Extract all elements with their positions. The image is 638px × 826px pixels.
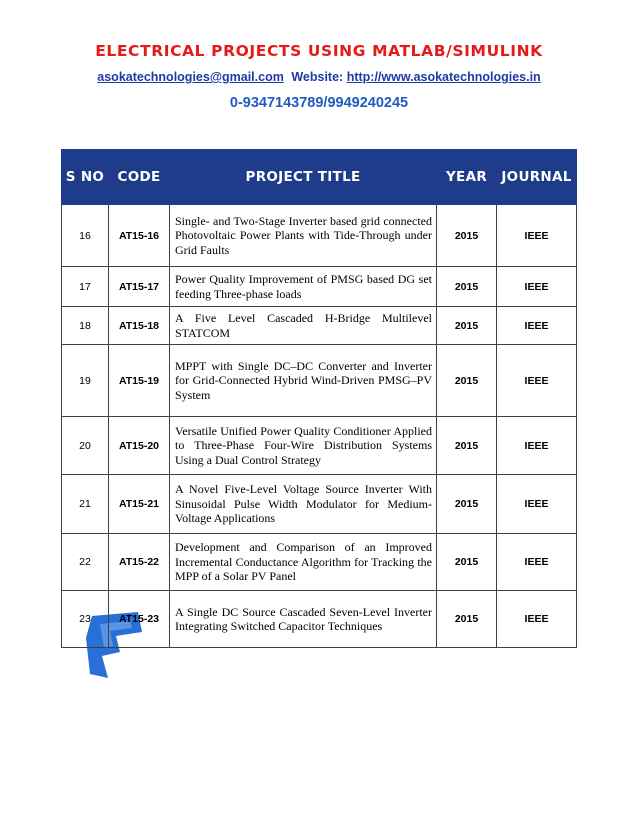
- cell-journal: IEEE: [497, 475, 577, 534]
- col-header-journal: JOURNAL: [497, 150, 577, 205]
- table-row: [62, 205, 577, 267]
- cell-code: AT15-20: [109, 417, 170, 475]
- cell-code: AT15-18: [109, 307, 170, 345]
- cell-sno: 17: [62, 267, 109, 307]
- table-row: [62, 475, 577, 534]
- cell-journal: IEEE: [497, 205, 577, 267]
- phone-number: 0-9347143789/9949240245: [229, 95, 409, 111]
- cell-project-title: Single- and Two-Stage Inverter based grid connected Photovoltaic Power Plants with Tide-Through under Grid Faults: [170, 205, 437, 267]
- cell-project-title: Power Quality Improvement of PMSG based DG set feeding Three-phase loads: [170, 267, 437, 307]
- cell-project-title: Development and Comparison of an Improved Incremental Conductance Algorithm for Tracking the MPP of a Solar PV Panel: [170, 534, 437, 591]
- table-row: [62, 307, 577, 345]
- table-row: [62, 345, 577, 417]
- cell-sno: 23: [62, 591, 109, 648]
- contact-line: [0, 70, 638, 84]
- cell-project-title: A Five Level Cascaded H-Bridge Multilevel STATCOM: [170, 307, 437, 345]
- cell-code: AT15-23: [109, 591, 170, 648]
- cell-year: 2015: [437, 307, 497, 345]
- projects-table: [61, 149, 577, 648]
- cell-year: 2015: [437, 475, 497, 534]
- cell-code: AT15-21: [109, 475, 170, 534]
- cell-year: 2015: [437, 534, 497, 591]
- cell-year: 2015: [437, 345, 497, 417]
- col-header-code: CODE: [109, 150, 170, 205]
- cell-sno: 21: [62, 475, 109, 534]
- cell-year: 2015: [437, 591, 497, 648]
- col-header-year: YEAR: [437, 150, 497, 205]
- col-header-sno: S NO: [62, 150, 109, 205]
- cell-year: 2015: [437, 267, 497, 307]
- col-header-project-title: PROJECT TITLE: [170, 150, 437, 205]
- table-header-row: [62, 150, 577, 205]
- cell-code: AT15-19: [109, 345, 170, 417]
- email-link[interactable]: asokatechnologies@gmail.com: [97, 70, 284, 84]
- cell-project-title: A Single DC Source Cascaded Seven-Level Inverter Integrating Switched Capacitor Techniques: [170, 591, 437, 648]
- cell-journal: IEEE: [497, 267, 577, 307]
- cell-sno: 20: [62, 417, 109, 475]
- cell-sno: 18: [62, 307, 109, 345]
- cell-sno: 19: [62, 345, 109, 417]
- cell-project-title: MPPT with Single DC–DC Converter and Inverter for Grid-Connected Hybrid Wind-Driven PMSG–PV System: [170, 345, 437, 417]
- cell-sno: 22: [62, 534, 109, 591]
- cell-journal: IEEE: [497, 345, 577, 417]
- cell-project-title: A Novel Five-Level Voltage Source Inverter With Sinusoidal Pulse Width Modulator for Medium-Voltage Applications: [170, 475, 437, 534]
- website-label: Website:: [291, 70, 344, 84]
- page-title: ELECTRICAL PROJECTS USING MATLAB/SIMULINK: [95, 42, 543, 60]
- cell-journal: IEEE: [497, 417, 577, 475]
- cell-code: AT15-22: [109, 534, 170, 591]
- table-row: [62, 267, 577, 307]
- table-row: [62, 417, 577, 475]
- cell-journal: IEEE: [497, 534, 577, 591]
- cell-journal: IEEE: [497, 307, 577, 345]
- cell-journal: IEEE: [497, 591, 577, 648]
- cell-sno: 16: [62, 205, 109, 267]
- table-row: [62, 591, 577, 648]
- cell-code: AT15-16: [109, 205, 170, 267]
- table-row: [62, 534, 577, 591]
- website-link[interactable]: http://www.asokatechnologies.in: [346, 70, 541, 84]
- cell-year: 2015: [437, 417, 497, 475]
- cell-year: 2015: [437, 205, 497, 267]
- cell-code: AT15-17: [109, 267, 170, 307]
- cell-project-title: Versatile Unified Power Quality Conditioner Applied to Three-Phase Four-Wire Distribution Systems Using a Dual Control Strategy: [170, 417, 437, 475]
